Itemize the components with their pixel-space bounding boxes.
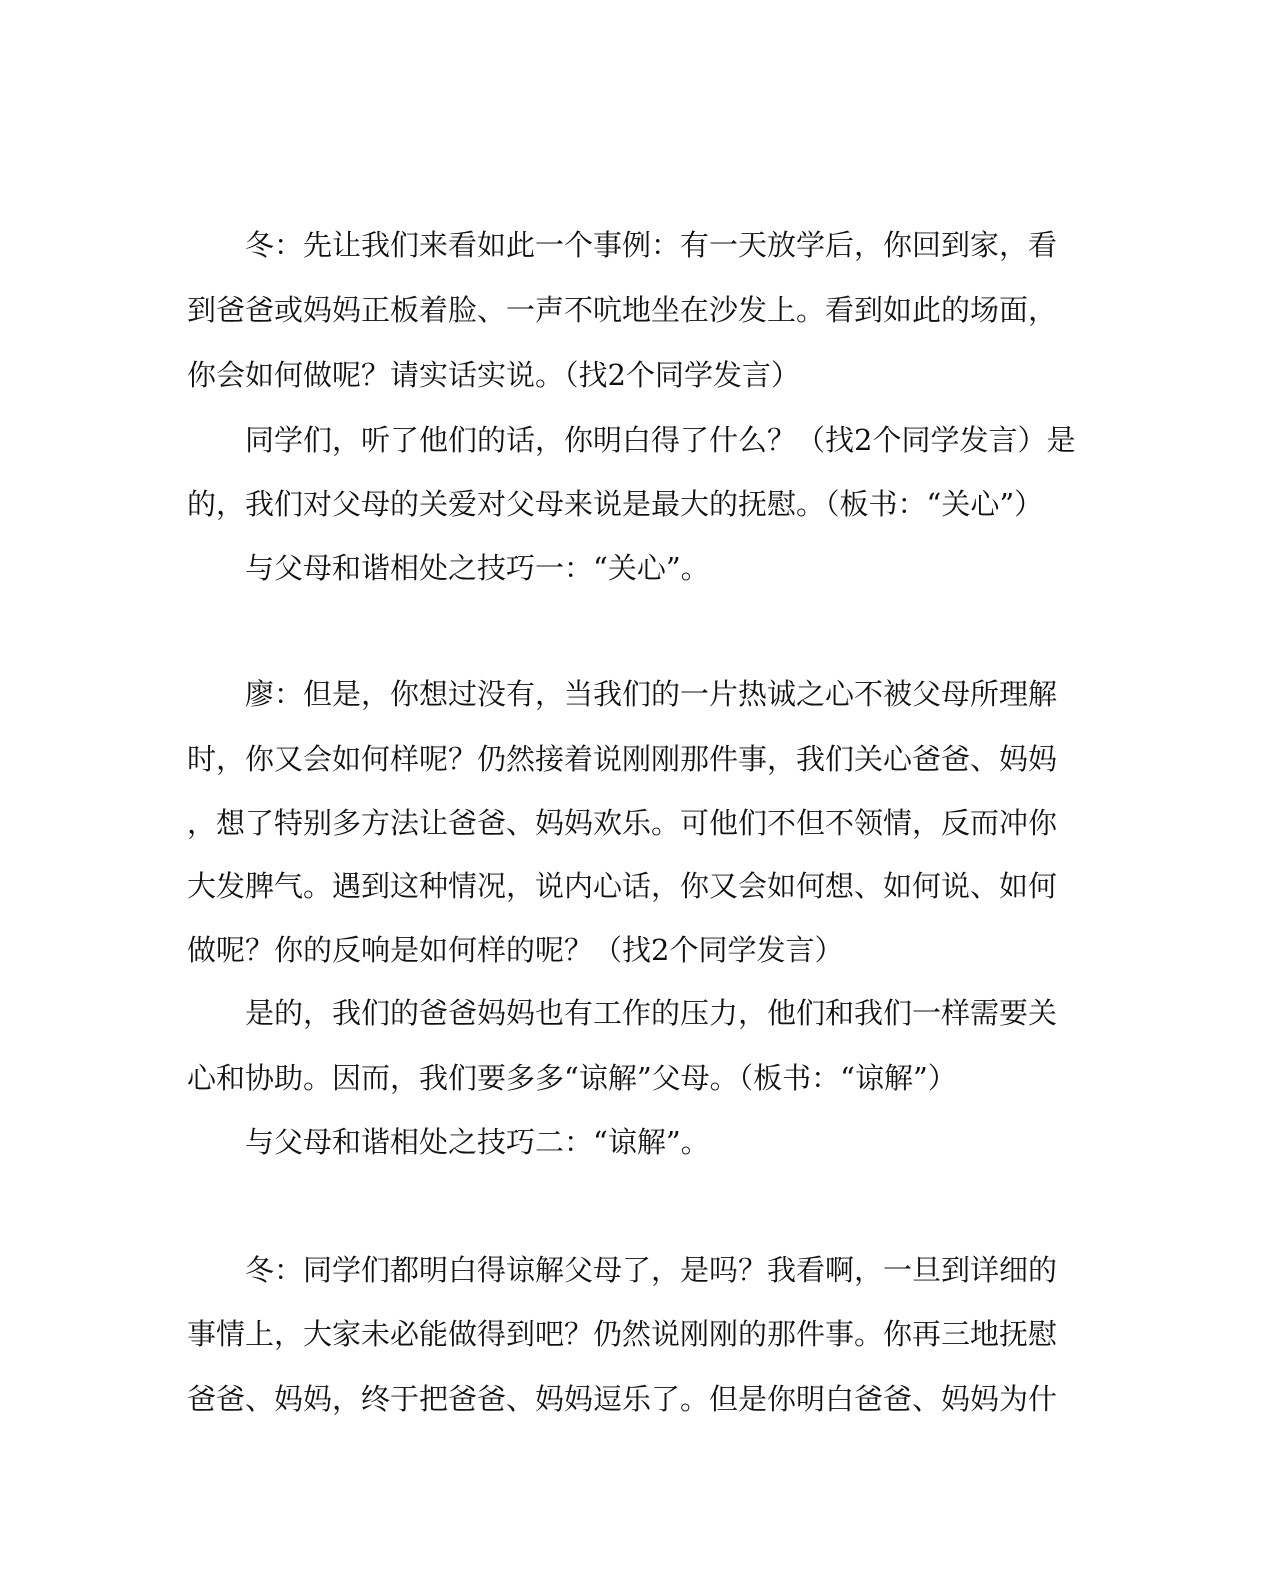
text-line: 你会如何做呢？请实话实说。（找2个同学发言） bbox=[187, 358, 800, 392]
text-line: 做呢？你的反响是如何样的呢？（找2个同学发言） bbox=[187, 933, 844, 967]
text-line: ，想了特别多方法让爸爸、妈妈欢乐。可他们不但不领情，反而冲你 bbox=[187, 806, 1058, 840]
text-line: 是的，我们的爸爸妈妈也有工作的压力，他们和我们一样需要关 bbox=[245, 996, 1058, 1030]
text-line: 冬：先让我们来看如此一个事例：有一天放学后，你回到家，看 bbox=[245, 228, 1058, 262]
text-line: 事情上，大家未必能做得到吧？仍然说刚刚的那件事。你再三地抚慰 bbox=[187, 1317, 1058, 1351]
text-line: 到爸爸或妈妈正板着脸、一声不吭地坐在沙发上。看到如此的场面， bbox=[187, 293, 1058, 327]
text-line: 与父母和谐相处之技巧二：“谅解”。 bbox=[245, 1125, 710, 1159]
text-line: 的，我们对父母的关爱对父母来说是最大的抚慰。（板书：“关心”） bbox=[187, 487, 1044, 521]
text-line: 廖：但是，你想过没有，当我们的一片热诚之心不被父母所理解 bbox=[245, 677, 1058, 711]
text-line: 时，你又会如何样呢？仍然接着说刚刚那件事，我们关心爸爸、妈妈 bbox=[187, 742, 1058, 776]
text-line: 爸爸、妈妈，终于把爸爸、妈妈逗乐了。但是你明白爸爸、妈妈为什 bbox=[187, 1382, 1058, 1416]
text-line: 大发脾气。遇到这种情况，说内心话，你又会如何想、如何说、如何 bbox=[187, 869, 1058, 903]
text-line: 冬：同学们都明白得谅解父母了，是吗？我看啊，一旦到详细的 bbox=[245, 1253, 1058, 1287]
text-line: 心和协助。因而，我们要多多“谅解”父母。（板书：“谅解”） bbox=[187, 1061, 957, 1095]
text-line: 与父母和谐相处之技巧一：“关心”。 bbox=[245, 551, 710, 585]
text-line: 同学们，听了他们的话，你明白得了什么？（找2个同学发言）是 bbox=[245, 423, 1076, 457]
